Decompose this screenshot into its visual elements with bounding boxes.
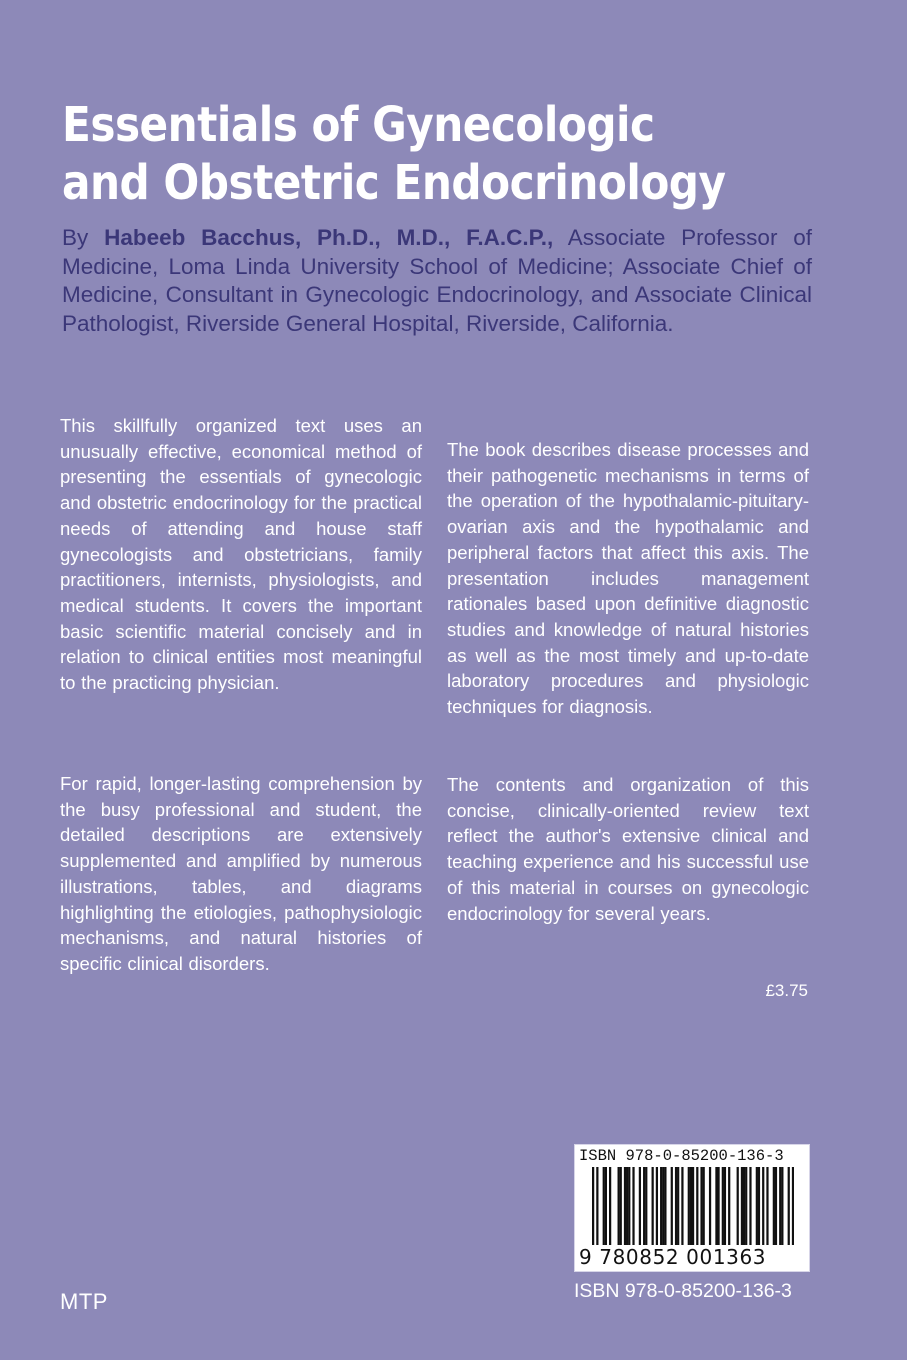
barcode-bar (681, 1167, 683, 1245)
barcode-bar (722, 1167, 724, 1245)
barcode-bars-icon (592, 1167, 794, 1245)
barcode-bar (741, 1167, 743, 1245)
author-credentials (62, 224, 812, 338)
paragraph-text: This skillfully organized text uses an unusually effective, economical method of presenting the essentials of gynecologic and obstetric endocrinology for the practical needs of attending and house staff gynecologists and obstetricians, family practitioners, internists, physiologists, and medical students. It covers the important basic scientific material concisely and in relation to clinical entities most meaningful to the practicing physician. (60, 415, 422, 694)
barcode-bar (596, 1167, 598, 1245)
barcode-bar (775, 1167, 777, 1245)
title-line-2: and Obstetric Endocrinology (62, 155, 726, 211)
description-left-paragraph-1 (60, 413, 422, 696)
barcode-bar (603, 1167, 605, 1245)
barcode-bar (792, 1167, 794, 1245)
barcode-bar (675, 1167, 677, 1245)
barcode-bar (743, 1167, 745, 1245)
barcode-isbn-text: ISBN 978-0-85200-136-3 (579, 1147, 784, 1165)
description-right-paragraph-2 (447, 772, 809, 926)
barcode-bar (709, 1167, 711, 1245)
barcode-bar (626, 1167, 628, 1245)
barcode-bar (749, 1167, 751, 1245)
barcode-bar (745, 1167, 747, 1245)
isbn-barcode (574, 1144, 810, 1272)
publisher-logo: MTP (60, 1289, 108, 1314)
barcode-bar (628, 1167, 630, 1245)
description-left-paragraph-2 (60, 771, 422, 977)
barcode-bar (662, 1167, 664, 1245)
barcode-bar (700, 1167, 702, 1245)
barcode-bar (605, 1167, 607, 1245)
barcode-bar (690, 1167, 692, 1245)
barcode-bar (717, 1167, 719, 1245)
title-line-1: Essentials of Gynecologic (62, 97, 655, 153)
price-label: £3.75 (765, 981, 808, 1000)
barcode-bar (766, 1167, 768, 1245)
barcode-bar (664, 1167, 666, 1245)
barcode-bar (624, 1167, 626, 1245)
barcode-bar (773, 1167, 775, 1245)
barcode-bar (660, 1167, 662, 1245)
barcode-bar (643, 1167, 645, 1245)
book-title (62, 96, 748, 212)
barcode-bar (671, 1167, 673, 1245)
barcode-bar (756, 1167, 758, 1245)
author-prefix: By (62, 225, 105, 250)
barcode-bar (703, 1167, 705, 1245)
paragraph-text: The contents and organization of this concise, clinically-oriented review text reflect the author's extensive clinical and teaching experience and his successful use of this material in courses on gynecologic endocrinology for several years. (447, 774, 809, 924)
barcode-bar (779, 1167, 781, 1245)
barcode-bar (724, 1167, 726, 1245)
barcode-bar (639, 1167, 641, 1245)
author-name: Habeeb Bacchus, Ph.D., M.D., F.A.C.P., (104, 225, 554, 250)
barcode-bar (728, 1167, 730, 1245)
barcode-bar (618, 1167, 620, 1245)
paragraph-text: The book describes disease processes and their pathogenetic mechanisms in terms of the operation of the hypothalamic-pituitary-ovarian axis and the hypothalamic and peripheral factors that affect this axis. The presentation includes management rationales based upon definitive diagnostic studies and knowledge of natural histories as well as the most timely and up-to-date laboratory procedures and physiologic techniques for diagnosis. (447, 439, 809, 718)
barcode-bar (652, 1167, 654, 1245)
barcode-bar (688, 1167, 690, 1245)
paragraph-text: For rapid, longer-lasting comprehension by the busy professional and student, the detailed descriptions are extensively supplemented and amplified by numerous illustrations, tables, and diagrams highlighting the etiologies, pathophysiologic mechanisms, and natural histories of specific clinical disorders. (60, 773, 422, 974)
barcode-bar (592, 1167, 594, 1245)
barcode-bar (620, 1167, 622, 1245)
barcode-bar (781, 1167, 783, 1245)
barcode-bar (609, 1167, 611, 1245)
barcode-bar (692, 1167, 694, 1245)
barcode-bar (715, 1167, 717, 1245)
barcode-bar (758, 1167, 760, 1245)
barcode-bar (677, 1167, 679, 1245)
barcode-bar (788, 1167, 790, 1245)
barcode-bar (737, 1167, 739, 1245)
barcode-bar (645, 1167, 647, 1245)
barcode-digits: 9 780852 001363 (579, 1245, 767, 1269)
description-right-paragraph-1 (447, 437, 809, 720)
barcode-bar (656, 1167, 658, 1245)
barcode-bar (696, 1167, 698, 1245)
barcode-bar (632, 1167, 634, 1245)
author-affiliation: Associate Professor of Medicine, Loma Linda University School of Medicine; Associate Chief of Medicine, Consultant in Gynecologic Endocrinology, and Associate Clinical Pathologist, Riverside General Hospital, Riverside, California. (62, 225, 813, 336)
barcode-bar (762, 1167, 764, 1245)
isbn-label: ISBN 978-0-85200-136-3 (574, 1280, 792, 1302)
